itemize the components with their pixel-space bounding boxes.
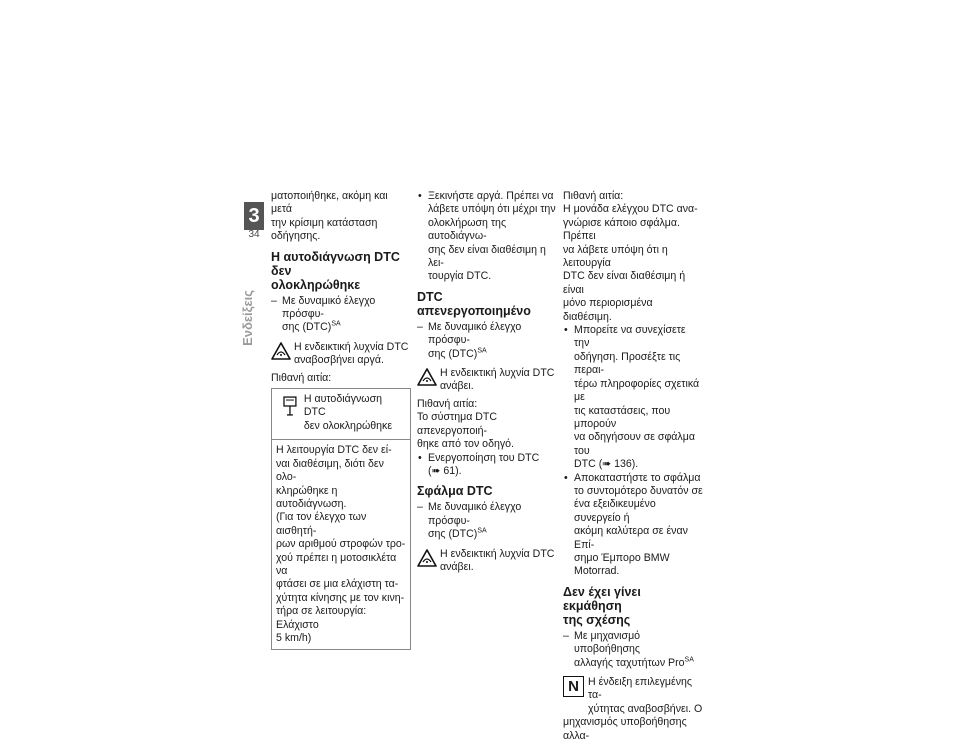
box-line: φτάσει σε μια ελάχιστη τα-	[276, 578, 399, 591]
box-line: Η λειτουργία DTC δεν εί-	[276, 444, 392, 457]
indicator-row: Η ενδεικτική λυχνία DTC ανάβει.	[417, 548, 557, 575]
info-box	[271, 388, 411, 650]
neutral-gear-icon: N	[563, 676, 584, 697]
possible-cause-label: Πιθανή αιτία:	[563, 190, 624, 202]
cause-line: γνώρισε κάποιο σφάλμα. Πρέπει	[563, 216, 680, 243]
box-line: ρων αριθμού στροφών τρο-	[276, 538, 406, 551]
warning-triangle-icon	[417, 367, 437, 387]
bullet-start-slowly: • Ξεκινήστε αργά. Πρέπει να λάβετε υπόψη ότι μέχρι την ολοκλήρωση της αυτοδιάγνω- σης δεν είναι διαθέσιμη η λει- τουργία DTC.	[417, 190, 557, 284]
gear-indicator-row: N Η ένδειξη επιλεγμένης τα- χύτητας αναβοσβήνει. Ο	[563, 676, 703, 716]
condition-dtc: – Με δυναμικό έλεγχο πρόσφυ- σης (DTC)$^{SA}$	[271, 295, 411, 335]
warning-triangle-icon	[417, 548, 437, 568]
heading-dtc-deactivated: DTC απενεργοποιημένο	[417, 289, 531, 318]
cause-line: θηκε από τον οδηγό.	[417, 438, 514, 451]
cause-line: DTC δεν είναι διαθέσιμη ή είναι	[563, 270, 686, 296]
warning-triangle-icon	[271, 341, 291, 361]
bullet-continue-riding: • Μπορείτε να συνεχίσετε την οδήγηση. Προσέξτε τις περαι- τέρω πληροφορίες σχετικά με τις καταστάσεις, που μπορούν να οδηγήσουν σε σφάλμα του DTC (➠ 136).	[563, 324, 703, 471]
box-line: (Για τον έλεγχο των αισθητή-	[276, 511, 367, 537]
intro-line: την κρίσιμη κατάσταση οδήγησης.	[271, 216, 378, 243]
box-line: ναι διαθέσιμη, διότι δεν ολο-	[276, 457, 384, 484]
page-reference-link[interactable]: DTC (➠ 136).	[574, 458, 639, 471]
page-number: 34	[248, 229, 260, 240]
bullet-fix-fault: • Αποκαταστήστε το σφάλμα το συντομότερο δυνατόν σε ένα εξειδικευμένο συνεργείο ή ακόμη καλύτερα σε έναν Επί- σημο Έμπορο BMW Motorrad.	[563, 472, 703, 579]
heading-ratio-not-learned: Δεν έχει γίνει εκμάθηση της σχέσης	[563, 584, 641, 627]
chapter-side-title: Ενδείξεις	[240, 290, 255, 346]
box-body	[272, 440, 410, 649]
cause-line: Η μονάδα ελέγχου DTC ανα-	[563, 203, 698, 216]
box-line: τήρα σε λειτουργία: Ελάχιστο	[276, 605, 367, 631]
body-line: μηχανισμός υποβοήθησης αλλα-	[563, 716, 687, 742]
condition-dtc: – Με δυναμικό έλεγχο πρόσφυ- σης (DTC)$^{SA}$	[417, 321, 557, 361]
page-reference-link[interactable]: (➠ 61).	[428, 464, 462, 477]
chapter-number-tab: 3	[244, 202, 264, 230]
cause-line: να λάβετε υπόψη ότι η λειτουργία	[563, 243, 668, 270]
cause-line: μόνο περιορισμένα διαθέσιμη.	[563, 297, 653, 323]
box-line: κληρώθηκε η αυτοδιάγνωση.	[276, 484, 347, 510]
box-line: χύτητα κίνησης με τον κινη-	[276, 591, 405, 604]
box-line: 5 km/h)	[276, 631, 312, 644]
heading-dtc-fault: Σφάλμα DTC	[417, 484, 493, 499]
bullet-activate-dtc: • Ενεργοποίηση του DTC (➠ 61).	[417, 452, 557, 479]
intro-line: ματοποιήθηκε, ακόμη και μετά	[271, 190, 388, 216]
box-heading-line: Η αυτοδιάγνωση DTC	[303, 393, 382, 419]
indicator-row: Η ενδεικτική λυχνία DTC αναβοσβήνει αργά.	[271, 341, 411, 368]
box-line: χού πρέπει η μοτοσικλέτα να	[276, 551, 397, 577]
condition-shift-assistant: – Με μηχανισμό υποβοήθησης αλλαγής ταχυτήτων Pro$^{SA}$	[563, 630, 703, 670]
column-2	[417, 190, 557, 578]
possible-cause-label: Πιθανή αιτία:	[417, 397, 478, 410]
box-heading-line: δεν ολοκληρώθηκε	[303, 419, 393, 432]
possible-cause-label: Πιθανή αιτία:	[271, 371, 332, 384]
workshop-tool-icon	[282, 395, 298, 417]
heading-self-diagnosis: Η αυτοδιάγνωση DTC δεν ολοκληρώθηκε	[271, 249, 400, 292]
column-3	[563, 190, 703, 743]
indicator-row: Η ενδεικτική λυχνία DTC ανάβει.	[417, 367, 557, 394]
cause-line: Το σύστημα DTC απενεργοποιή-	[417, 411, 498, 437]
column-1	[271, 190, 411, 653]
condition-dtc: – Με δυναμικό έλεγχο πρόσφυ- σης (DTC)$^{SA}$	[417, 501, 557, 541]
